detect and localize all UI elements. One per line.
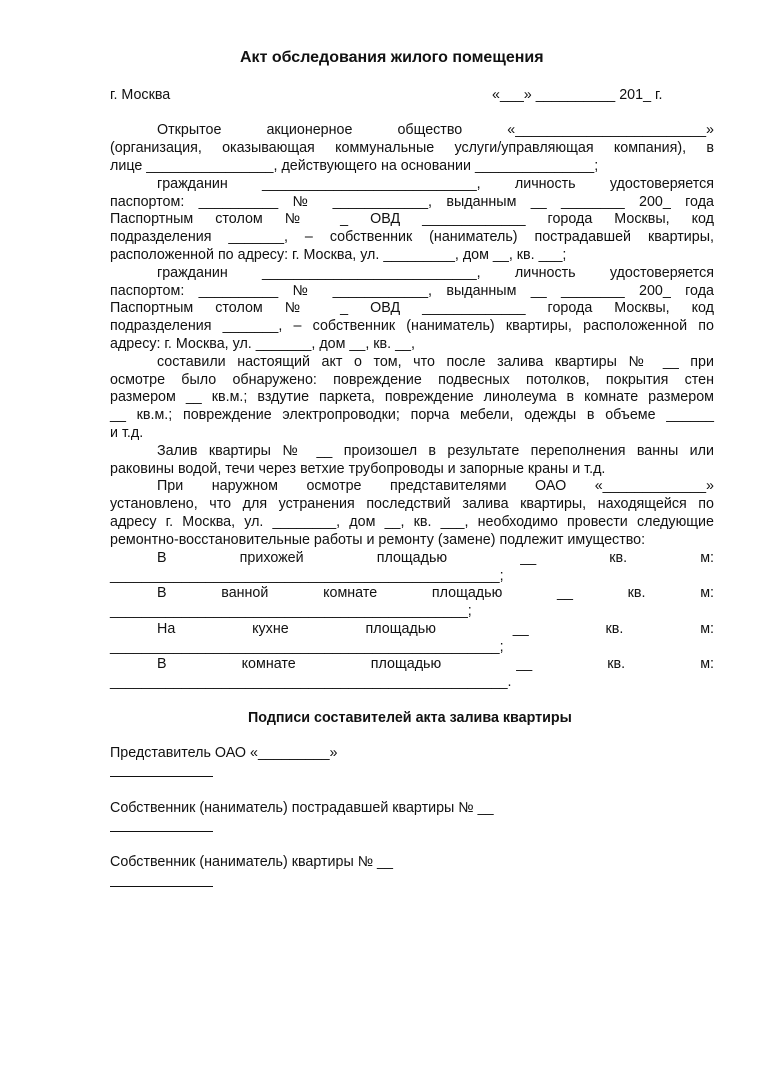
signature-line (110, 776, 213, 777)
text-line: Паспортным столом № _ ОВД _____________ города Москвы, код (110, 300, 714, 316)
text-line: Паспортным столом № _ ОВД _____________ города Москвы, код (110, 211, 714, 227)
act-date: «___» __________ 201_ г. (492, 87, 663, 103)
room-blank: __________________________________________________. (110, 674, 512, 690)
room-blank: _________________________________________________; (110, 568, 504, 584)
text-line: размером __ кв.м.; вздутие паркета, повреждение линолеума в комнате размером (110, 389, 714, 405)
text-line: адресу: г. Москва, ул. _______, дом __, кв. __, (110, 336, 415, 352)
signature-label: Собственник (наниматель) пострадавшей квартиры № __ (110, 800, 494, 816)
signature-label: Представитель ОАО «_________» (110, 745, 338, 761)
text-line: подразделения _______, – собственник (наниматель) квартиры, расположенной по (110, 318, 714, 334)
text-line: установлено, что для устранения последствий залива квартиры, находящейся по (110, 496, 714, 512)
text-line: паспортом: __________ № ____________, выданным __ ________ 200_ года (110, 283, 714, 299)
text-line: Открытое акционерное общество «________________________» (157, 122, 714, 138)
text-line: ремонтно-восстановительные работы и ремонту (замене) подлежит имущество: (110, 532, 646, 548)
room-line: В прихожей площадью __ кв. м: (157, 550, 714, 566)
document-title: Акт обследования жилого помещения (240, 49, 544, 66)
text-line: (организация, оказывающая коммунальные услуги/управляющая компания), в (110, 140, 714, 156)
text-line: паспортом: __________ № ____________, выданным __ ________ 200_ года (110, 194, 714, 210)
signature-label: Собственник (наниматель) квартиры № __ (110, 854, 393, 870)
text-line: составили настоящий акт о том, что после залива квартиры № __ при (157, 354, 714, 370)
room-line: На кухне площадью __ кв. м: (157, 621, 714, 637)
room-blank: _____________________________________________; (110, 603, 472, 619)
signature-line (110, 886, 213, 887)
text-line: Залив квартиры № __ произошел в результате переполнения ванны или (157, 443, 714, 459)
text-line: подразделения _______, – собственник (наниматель) пострадавшей квартиры, (110, 229, 714, 245)
text-line: и т.д. (110, 425, 144, 441)
text-line: При наружном осмотре представителями ОАО «_____________» (157, 478, 714, 494)
room-blank: _________________________________________________; (110, 639, 504, 655)
text-line: раковины водой, течи через ветхие трубопроводы и запорные краны и т.д. (110, 461, 606, 477)
text-line: лице ________________, действующего на основании _______________; (110, 158, 599, 174)
text-line: осмотре было обнаружено: повреждение подвесных потолков, покрытия стен (110, 372, 714, 388)
text-line: расположенной по адресу: г. Москва, ул. _________, дом __, кв. ___; (110, 247, 567, 263)
text-line: адресу г. Москва, ул. ________, дом __, кв. ___, необходимо провести следующие (110, 514, 714, 530)
signatures-heading: Подписи составителей акта залива квартиры (248, 710, 572, 726)
room-line: В ванной комнате площадью __ кв. м: (157, 585, 714, 601)
text-line: гражданин ___________________________, личность удостоверяется (157, 265, 714, 281)
text-line: гражданин ___________________________, личность удостоверяется (157, 176, 714, 192)
text-line: __ кв.м.; повреждение электропроводки; порча мебели, одежды в объеме ______ (110, 407, 714, 423)
city: г. Москва (110, 87, 171, 103)
room-line: В комнате площадью __ кв. м: (157, 656, 714, 672)
signature-line (110, 831, 213, 832)
